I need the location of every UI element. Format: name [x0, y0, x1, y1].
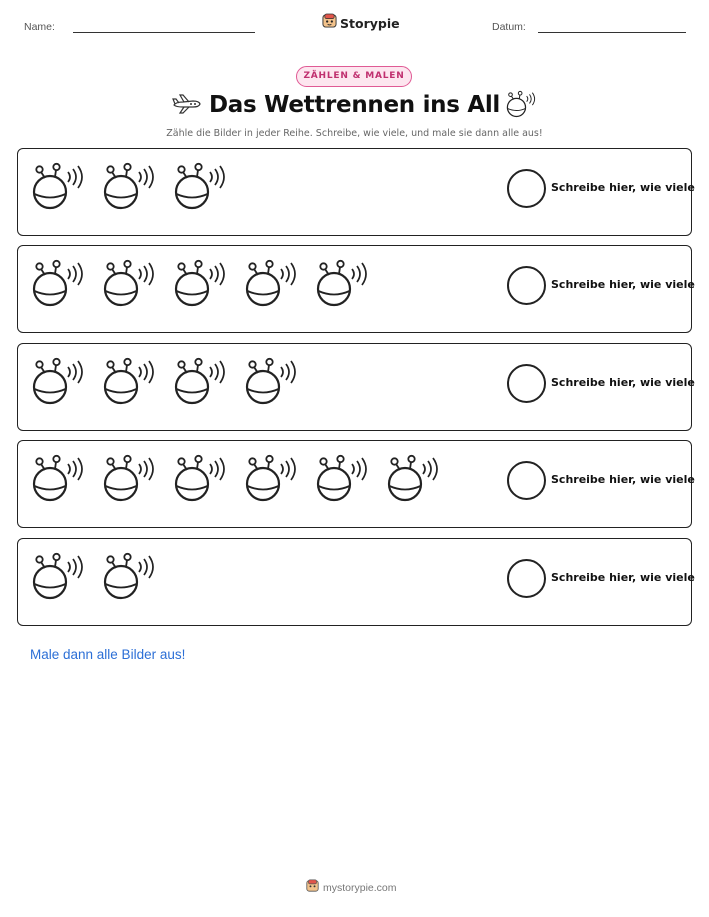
- picture-group: [28, 355, 312, 413]
- satellite-icon: [170, 160, 241, 218]
- satellite-icon: [504, 89, 538, 124]
- picture-group: [28, 452, 454, 510]
- date-line[interactable]: [538, 32, 686, 33]
- satellite-icon: [28, 355, 99, 413]
- satellite-icon: [99, 355, 170, 413]
- storypie-logo-icon: [322, 13, 337, 33]
- answer-circle[interactable]: [507, 364, 546, 403]
- counting-row: [17, 148, 695, 236]
- answer-label: Schreibe hier, wie viele: [551, 181, 695, 194]
- answer-label: Schreibe hier, wie viele: [551, 571, 695, 584]
- satellite-icon: [383, 452, 454, 510]
- satellite-icon: [241, 257, 312, 315]
- closing-instruction: Male dann alle Bilder aus!: [30, 647, 186, 662]
- picture-group: [28, 160, 241, 218]
- satellite-icon: [28, 257, 99, 315]
- satellite-icon: [99, 452, 170, 510]
- counting-row: [17, 440, 695, 528]
- answer-circle[interactable]: [507, 266, 546, 305]
- category-badge: ZÄHLEN & MALEN: [296, 66, 412, 87]
- satellite-icon: [28, 550, 99, 608]
- satellite-icon: [28, 160, 99, 218]
- satellite-icon: [241, 355, 312, 413]
- satellite-icon: [99, 257, 170, 315]
- counting-row: [17, 245, 695, 333]
- footer-url: mystorypie.com: [323, 882, 397, 894]
- counting-row: [17, 343, 695, 431]
- satellite-icon: [312, 257, 383, 315]
- picture-group: [28, 550, 170, 608]
- brand: [322, 13, 400, 33]
- storypie-logo-icon: [306, 879, 319, 897]
- date-label: Datum:: [492, 21, 526, 33]
- satellite-icon: [312, 452, 383, 510]
- name-line[interactable]: [73, 32, 255, 33]
- instructions: Zähle die Bilder in jeder Reihe. Schreibe, wie viele, und male sie dann alle aus!: [166, 128, 543, 139]
- brand-name: Storypie: [340, 15, 400, 31]
- page-title: Das Wettrennen ins All: [208, 92, 501, 118]
- footer: [306, 879, 397, 897]
- answer-circle[interactable]: [507, 169, 546, 208]
- satellite-icon: [170, 257, 241, 315]
- answer-label: Schreibe hier, wie viele: [551, 278, 695, 291]
- answer-circle[interactable]: [507, 461, 546, 500]
- answer-label: Schreibe hier, wie viele: [551, 473, 695, 486]
- satellite-icon: [99, 160, 170, 218]
- satellite-icon: [241, 452, 312, 510]
- satellite-icon: [170, 355, 241, 413]
- satellite-icon: [170, 452, 241, 510]
- satellite-icon: [99, 550, 170, 608]
- name-label: Name:: [24, 21, 55, 33]
- counting-row: [17, 538, 695, 626]
- picture-group: [28, 257, 383, 315]
- answer-circle[interactable]: [507, 559, 546, 598]
- satellite-icon: [28, 452, 99, 510]
- answer-label: Schreibe hier, wie viele: [551, 376, 695, 389]
